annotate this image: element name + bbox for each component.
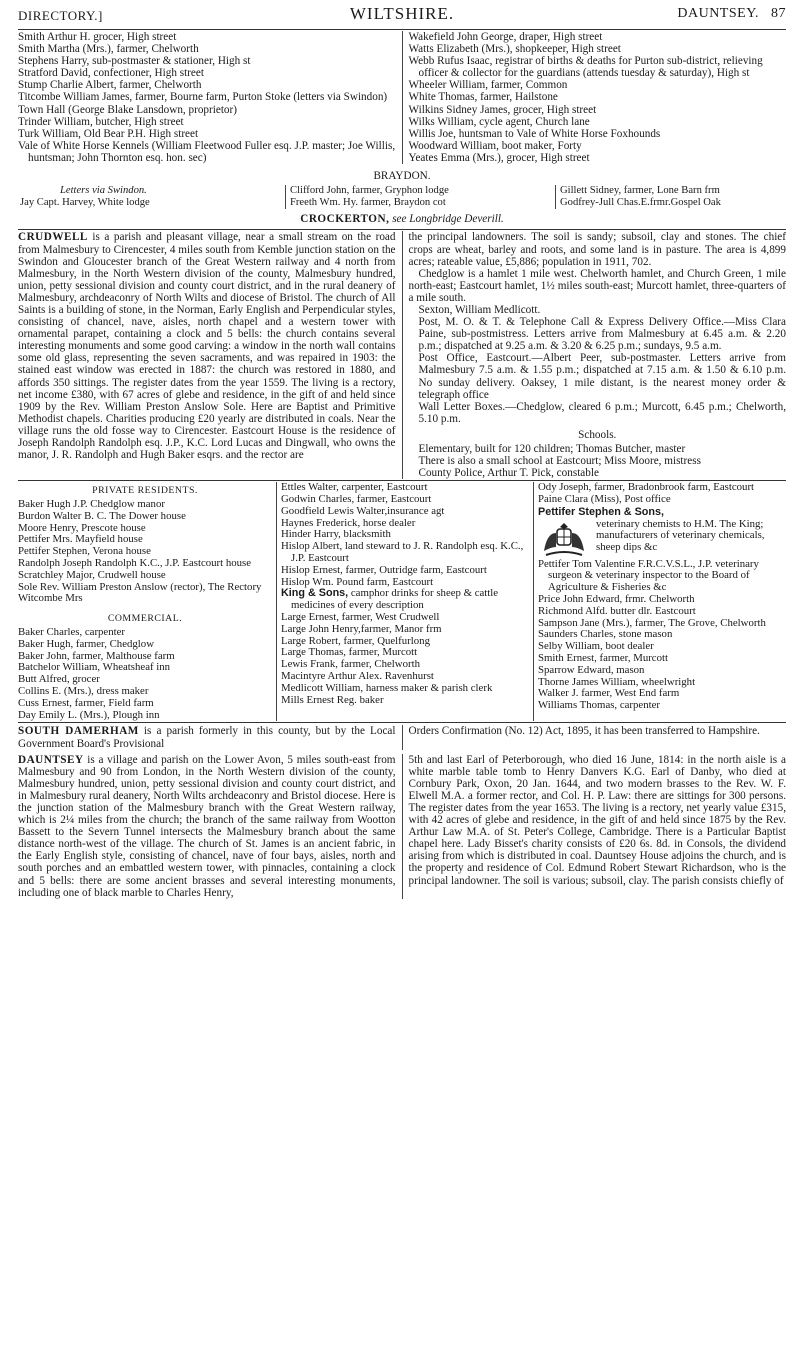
list-item: Smith Ernest, farmer, Murcott xyxy=(538,652,669,665)
list-item: Wheeler William, farmer, Common xyxy=(408,79,568,92)
dauntsey-description xyxy=(18,754,396,899)
braydon-col-2 xyxy=(285,185,556,209)
column-divider xyxy=(402,31,403,164)
list-item: Stratford David, confectioner, High street xyxy=(18,67,204,80)
list-item: Hislop Wm. Pound farm, Eastcourt xyxy=(281,575,434,588)
advert-king-sons xyxy=(281,588,529,612)
crockerton-heading xyxy=(18,213,786,225)
crockerton-ref: see Longbridge Deverill. xyxy=(389,213,504,226)
column-divider xyxy=(402,231,403,479)
list-item: White Thomas, farmer, Hailstone xyxy=(408,91,558,104)
south-damerham-body: is a parish formerly in this county, but by the Local Government Board's Provisional xyxy=(18,725,396,750)
crudwell-directory xyxy=(18,482,786,721)
list-item: Stephens Harry, sub-postmaster & stationer, High st xyxy=(18,55,251,68)
header-right xyxy=(665,8,786,20)
south-damerham-text xyxy=(18,725,396,749)
list-item: Titcombe William James, farmer, Bourne farm, Purton Stoke (letters via Swindon) xyxy=(18,91,388,104)
king-sons-name: King & Sons, xyxy=(281,587,349,600)
list-item: Witcombe Mrs xyxy=(18,592,83,605)
header-place: DAUNTSEY. xyxy=(677,6,759,21)
list-item: Paine Clara (Miss), Post office xyxy=(538,493,671,506)
list-item: Price John Edward, frmr. Chelworth xyxy=(538,593,695,606)
list-item: Webb Rufus Isaac, registrar of births & deaths for Purton sub-district, relieving officer & collector for the guardians (attends tuesday & saturday), High st xyxy=(408,55,763,80)
crudwell-right xyxy=(409,231,787,479)
list-item: Large Thomas, farmer, Murcott xyxy=(281,646,418,659)
section-rule xyxy=(18,229,786,230)
list-item: Large Robert, farmer, Quelfurlong xyxy=(281,634,430,647)
list-item: Baker John, farmer, Malthouse farm xyxy=(18,649,175,662)
crockerton-name: CROCKERTON, xyxy=(300,213,390,226)
commercial-mid-column xyxy=(276,482,533,721)
list-item: Sampson Jane (Mrs.), farmer, The Grove, Chelworth xyxy=(538,616,766,629)
braydon-heading: BRAYDON. xyxy=(373,170,431,183)
list-item: Goodfield Lewis Walter,insurance agt xyxy=(281,504,445,517)
schools-heading: Schools. xyxy=(578,428,617,441)
crudwell-para: Post Office, Eastcourt.—Albert Peer, sub-postmaster. Letters arrive from Malmesbury 7.5 a.m. & 1.55 p.m.; dispatched at 7.15 a.m. & 1.50 & 6.10 p.m. No sunday delivery. Oaksey, 1 mile distant, is the nearest money order & telegraph office xyxy=(418,352,786,401)
crudwell-left xyxy=(18,231,396,479)
crudwell-para: Chedglow is a hamlet 1 mile west. Chelworth hamlet, and Church Green, 1 mile north-east; Eastcourt hamlet, 1½ miles south-east; Murcott hamlet, three-quarters of a mile south. xyxy=(408,267,786,304)
south-damerham-name: SOUTH DAMERHAM xyxy=(18,725,139,738)
column-divider xyxy=(402,725,403,749)
list-item: Stump Charlie Albert, farmer, Chelworth xyxy=(18,79,202,92)
list-item: Sole Rev. William Preston Anslow (rector), The Rectory xyxy=(18,580,262,593)
crudwell-para: the principal landowners. The soil is sandy; subsoil, clay and stones. The chief crops are wheat, barley and roots, and some land is in pasture. The area is 4,899 acres; rateable value, £5,886; population in 1911, 702. xyxy=(408,231,786,268)
list-item: Woodward William, boot maker, Forty xyxy=(408,139,582,152)
list-item: Randolph Joseph Randolph K.C., J.P. Eastcourt house xyxy=(18,557,252,570)
list-item: Walker J. farmer, West End farm xyxy=(538,687,680,700)
dauntsey-name: DAUNTSEY xyxy=(18,753,84,766)
list-item: Burdon Walter B. C. The Dower house xyxy=(18,509,186,522)
list-item: Collins E. (Mrs.), dress maker xyxy=(18,685,149,698)
braydon-col-1 xyxy=(18,185,285,209)
list-item: Jay Capt. Harvey, White lodge xyxy=(20,197,150,209)
list-item: Hinder Harry, blacksmith xyxy=(281,528,391,541)
list-item: Medlicott William, harness maker & parish clerk xyxy=(281,681,493,694)
list-item: Hislop Ernest, farmer, Outridge farm, Eastcourt xyxy=(281,563,487,576)
list-item: Baker Hugh, farmer, Chedglow xyxy=(18,637,154,650)
list-item: Mills Ernest Reg. baker xyxy=(281,693,384,706)
top-left-column xyxy=(18,31,396,164)
south-damerham-right xyxy=(409,725,787,749)
list-item: Wilks William, cycle agent, Church lane xyxy=(408,115,590,128)
dauntsey-text: is a village and parish on the Lower Avon, 5 miles south-east from Malmesbury and 90 from London, in the North Western division of the county, Malmesbury hundred, union, petty sessional division and county court district, and in Malmesbury rural deanery, North Wilts archdeaconry and Bristol diocese. Here is the junction station of the Malmesbury branch with the Great Western railway, which is 2¼ miles from the church; the branch of the same railway from Wootton Bassett to the Severn Tunnel intersects the Malmesbury branch about the same distance north-west of the village. The church of St. James is an ancient fabric, in the Early English style, consisting of chancel, nave of four bays, aisles, north and south porches and an embattled western tower, with pinnacles, containing a clock and 5 bells: there are some ancient brasses and several interesting monuments, including one of black marble to Charles Henry, xyxy=(18,753,396,899)
list-item: Selby William, boot dealer xyxy=(538,640,654,653)
list-item: Sparrow Edward, mason xyxy=(538,663,645,676)
south-damerham-section xyxy=(18,725,786,749)
crudwell-para: Post, M. O. & T. & Telephone Call & Express Delivery Office.—Miss Clara Paine, sub-postmistress. Letters arrive from Malmesbury at 6.45 a.m. & 2.20 p.m.; dispatched at 9.25 a.m. & 3.20 & 6.25 p.m.; sundays, 9.5 a.m. xyxy=(418,316,786,353)
list-item: Scratchley Major, Crudwell house xyxy=(18,568,166,581)
letters-note: Letters via Swindon. xyxy=(60,185,147,197)
crudwell-section xyxy=(18,231,786,479)
residents-column xyxy=(18,482,276,721)
list-item: Freeth Wm. Hy. farmer, Braydon cot xyxy=(290,197,446,209)
commercial-right-column xyxy=(533,482,786,721)
list-item: Hislop Albert, land steward to J. R. Randolph esq. K.C., J.P. Eastcourt xyxy=(281,540,524,565)
list-item: Smith Martha (Mrs.), farmer, Chelworth xyxy=(18,43,199,56)
list-item: Godwin Charles, farmer, Eastcourt xyxy=(281,493,432,506)
list-item: Large John Henry,farmer, Manor frm xyxy=(281,622,442,635)
list-item: Vale of White Horse Kennels (William Fleetwood Fuller esq. J.P. master; Joe Willis, huntsman; John Thornton esq. hon. sec) xyxy=(18,139,396,164)
list-item: Saunders Charles, stone mason xyxy=(538,628,673,641)
crudwell-name: CRUDWELL xyxy=(18,231,88,244)
list-item: Town Hall (George Blake Lansdown, proprietor) xyxy=(18,103,237,116)
header-county: WILTSHIRE. xyxy=(349,4,455,23)
dauntsey-right xyxy=(409,754,787,899)
list-item: Ody Joseph, farmer, Bradonbrook farm, Eastcourt xyxy=(538,481,755,494)
braydon-listing xyxy=(18,185,786,209)
school-item: Elementary, built for 120 children; Thomas Butcher, master xyxy=(418,443,686,455)
list-item: Smith Arthur H. grocer, High street xyxy=(18,31,177,43)
advert-pettifer xyxy=(538,519,786,559)
header-rule xyxy=(18,29,786,30)
list-item: Turk William, Old Bear P.H. High street xyxy=(18,127,199,140)
pettifer-text: veterinary chemists to H.M. The King; manufacturers of veterinary chemicals, sheep dips &c xyxy=(596,518,765,554)
list-item: Large Ernest, farmer, West Crudwell xyxy=(281,611,440,624)
list-item: Clifford John, farmer, Gryphon lodge xyxy=(290,185,449,197)
list-item: Baker Charles, carpenter xyxy=(18,626,126,639)
page-header xyxy=(18,6,786,28)
list-item: Watts Elizabeth (Mrs.), shopkeeper, High street xyxy=(408,43,621,56)
page-number: 87 xyxy=(771,6,786,21)
list-item: Pettifer Tom Valentine F.R.C.V.S.L., J.P. veterinary surgeon & veterinary inspector to the Board of Agriculture & Fisheries &c xyxy=(538,557,759,594)
list-item: Butt Alfred, grocer xyxy=(18,673,100,686)
royal-arms-crest-icon xyxy=(538,521,590,559)
section-rule xyxy=(18,722,786,723)
dauntsey-cont: 5th and last Earl of Peterborough, who died 16 June, 1814: in the north aisle is a white marble table tomb to Henry Danvers K.G. Earl of Danby, who died at Cornbury Park, Oxon, 20 Jan. 1644, and two modern brasses to the Rev. W. F. Elwell M.A. a former rector, and Col. H. P. Law: there are sittings for 300 persons. The register dates from the year 1653. The living is a rectory, net yearly value £315, with 42 acres of glebe and residence, in the gift of and held since 1875 by the Rev. Arthur Law M.A. of St. Peter's College, Cambridge. There is a Particular Baptist chapel here. Lady Bisset's charity consists of £20 6s. 8d. in Consols, the dividend arising from which is distributed in coal. Dauntsey House adjoins the church, and is the property and residence of Col. Edmund Robert Stewart Richardson, who is the principal landowner. The soil is various; subsoil, clay. The parish consists chiefly of xyxy=(408,753,786,887)
list-item: Yeates Emma (Mrs.), grocer, High street xyxy=(408,151,590,164)
list-item: Baker Hugh J.P. Chedglow manor xyxy=(18,498,165,511)
list-item: Williams Thomas, carpenter xyxy=(538,699,660,712)
directory-page xyxy=(18,6,786,899)
list-item: Thorne James William, wheelwright xyxy=(538,675,696,688)
list-item: Day Emily L. (Mrs.), Plough inn xyxy=(18,708,160,721)
list-item: Gillett Sidney, farmer, Lone Barn frm xyxy=(560,185,720,197)
list-item: Ettles Walter, carpenter, Eastcourt xyxy=(281,481,428,494)
list-item: Cuss Ernest, farmer, Field farm xyxy=(18,696,154,709)
list-item: Godfrey-Jull Chas.E.frmr.Gospel Oak xyxy=(560,197,721,209)
south-damerham-cont: Orders Confirmation (No. 12) Act, 1895, it has been transferred to Hampshire. xyxy=(408,725,760,738)
list-item: Macintyre Arthur Alex. Ravenhurst xyxy=(281,670,434,683)
braydon-col-3 xyxy=(556,185,786,209)
south-damerham-left xyxy=(18,725,396,749)
list-item: Wilkins Sidney James, grocer, High street xyxy=(408,103,597,116)
list-item: Batchelor William, Wheatsheaf inn xyxy=(18,661,171,674)
list-item: Haynes Frederick, horse dealer xyxy=(281,516,416,529)
list-item: Pettifer Mrs. Mayfield house xyxy=(18,533,143,546)
top-right-column xyxy=(409,31,787,164)
school-item: There is also a small school at Eastcourt; Miss Moore, mistress xyxy=(418,455,701,468)
list-item: Lewis Frank, farmer, Chelworth xyxy=(281,658,420,671)
commercial-heading: COMMERCIAL. xyxy=(107,613,183,625)
pettifer-name: Pettifer Stephen & Sons, xyxy=(538,505,664,518)
list-item: Moore Henry, Prescote house xyxy=(18,521,146,534)
king-sons-text: camphor drinks for sheep & cattle medicines of every description xyxy=(291,587,499,612)
crudwell-description xyxy=(18,231,396,461)
list-item: Trinder William, butcher, High street xyxy=(18,115,184,128)
top-listing xyxy=(18,31,786,164)
header-section: DIRECTORY.] xyxy=(18,8,103,23)
list-item: Pettifer Stephen, Verona house xyxy=(18,545,151,558)
list-item: Richmond Alfd. butter dlr. Eastcourt xyxy=(538,604,696,617)
school-item: County Police, Arthur T. Pick, constable xyxy=(418,467,599,480)
crudwell-para: Sexton, William Medlicott. xyxy=(418,303,541,316)
dauntsey-left xyxy=(18,754,396,899)
list-item: Willis Joe, huntsman to Vale of White Horse Foxhounds xyxy=(408,127,661,140)
list-item: Wakefield John George, draper, High street xyxy=(408,31,603,43)
crudwell-para: Wall Letter Boxes.—Chedglow, cleared 6 p.m.; Murcott, 6.45 p.m.; Chelworth, 5.10 p.m. xyxy=(418,400,786,425)
column-divider xyxy=(402,754,403,899)
private-residents-heading: PRIVATE RESIDENTS. xyxy=(92,485,198,497)
crudwell-text: is a parish and pleasant village, near a small stream on the road from Malmesbury to Cirencester, 4 miles south from Kemble junction station on the Swindon and Gloucester branch of the Great Western railway and 4 north from Malmesbury, in the North Western division of the county, Malmesbury hundred, union, petty sessional division and county court district, and in the rural deanery of Malmesbury, archdeaconry of North Wilts and diocese of Bristol. The church of All Saints is a building of stone, in the Norman, Early English and Perpendicular styles, consisting of chancel, nave, aisles, north chapel and a western tower with ornamental parapet, containing a clock and 5 bells: the church contains several interesting monuments and some good carving: a window in the north wall contains some old glass, representing the seven sacraments, and was repaired in 1903: the stained east window was erected in 1887: the church was restored in 1880, and affords 350 sittings. The register dates from the year 1559. The living is a rectory, net income £380, with 67 acres of glebe and residence, in the gift of and held since 1909 by the Rev. William Preston Anslow Sole. Here are Baptist and Primitive Methodist chapels. Charities producing £20 yearly are distributed in coals. Near the village runs the old fosse way to Cirencester. Eastcourt House is the residence of Joseph Randolph Randolph esq. J.P., K.C. Lord Lucas and Dingwall, who owns the manor, J. R. Randolph and Hugh Baker esqrs. and the rector are xyxy=(18,231,396,462)
dauntsey-section xyxy=(18,754,786,899)
